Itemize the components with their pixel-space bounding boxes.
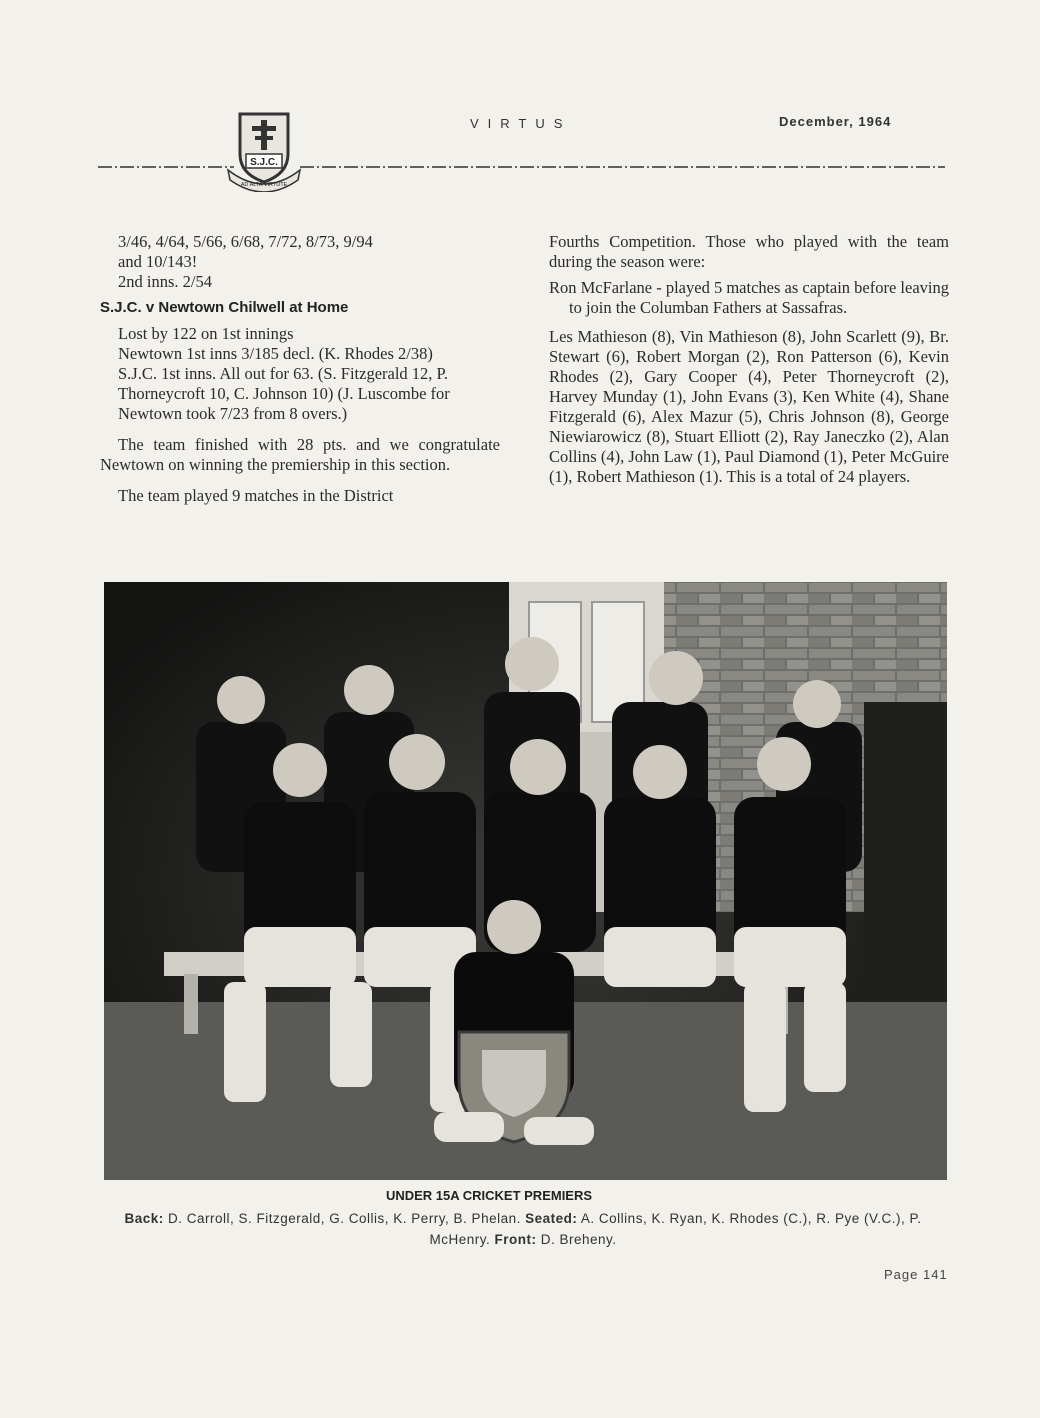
team-photograph <box>104 582 947 1180</box>
college-crest-icon <box>226 108 302 192</box>
photo-caption <box>118 1208 928 1250</box>
paragraph-continued: Fourths Competition. Those who played with the team during the season were: <box>549 232 949 271</box>
page-number: Page 141 <box>884 1267 948 1282</box>
header-rule-right <box>300 164 945 170</box>
caption-back-label: Back: <box>124 1211 164 1226</box>
score-line: and 10/143! <box>118 252 198 271</box>
paragraph-finish: The team finished with 28 pts. and we congratulate Newtown on winning the premiership in this section. <box>100 435 500 474</box>
caption-front-label: Front: <box>494 1232 537 1247</box>
svg-text:AD ALTA VIRTUTE: AD ALTA VIRTUTE <box>240 182 288 188</box>
caption-back-names: D. Carroll, S. Fitzgerald, G. Collis, K. Perry, B. Phelan. <box>168 1211 521 1226</box>
right-column <box>549 232 949 496</box>
issue-date: December, 1964 <box>779 114 892 129</box>
sjc-innings: S.J.C. 1st inns. All out for 63. (S. Fitzgerald 12, P. Thorneycroft 10, C. Johnson 10) (J. Luscombe for Newtown took 7/23 from 8 overs.) <box>118 364 450 423</box>
header-rule-left <box>98 164 234 170</box>
second-innings: 2nd inns. 2/54 <box>118 272 212 291</box>
score-line: 3/46, 4/64, 5/66, 6/68, 7/72, 8/73, 9/94 <box>118 232 373 251</box>
players-list: Les Mathieson (8), Vin Mathieson (8), John Scarlett (9), Br. Stewart (6), Robert Morgan (2), Ron Patterson (6), Kevin Rhodes (2), Gary Cooper (4), Peter Thorneycroft (2), Harvey Munday (1), John Evans (3), Ken White (4), Shane Fitzgerald (6), Alex Mazur (5), Chris Johnson (8), George Niewiarowicz (8), Stuart Elliott (2), Ray Janeczko (2), Alan Collins (4), John Law (1), Paul Diamond (1), Peter McGuire (1), Robert Mathieson (1). This is a total of 24 players. <box>549 327 949 486</box>
team-photo-illustration <box>104 582 947 1180</box>
match-result: Lost by 122 on 1st innings <box>118 324 294 343</box>
photo-caption-title: UNDER 15A CRICKET PREMIERS <box>385 1188 593 1203</box>
caption-front-names: D. Breheny. <box>540 1232 617 1247</box>
caption-seated-names: A. Collins, K. Ryan, K. Rhodes (C.), R. Pye (V.C.), P. McHenry. <box>429 1211 922 1247</box>
caption-seated-label: Seated: <box>525 1211 578 1226</box>
left-column <box>100 232 500 515</box>
magazine-title: VIRTUS <box>470 116 572 131</box>
svg-text:S.J.C.: S.J.C. <box>250 157 278 168</box>
newtown-innings: Newtown 1st inns 3/185 decl. (K. Rhodes 2/38) <box>118 344 433 363</box>
paragraph-played: The team played 9 matches in the District <box>118 486 394 505</box>
match-heading: S.J.C. v Newtown Chilwell at Home <box>100 299 349 316</box>
captain-note: Ron McFarlane - played 5 matches as captain before leaving to join the Columban Fathers at Sassafras. <box>549 278 949 317</box>
